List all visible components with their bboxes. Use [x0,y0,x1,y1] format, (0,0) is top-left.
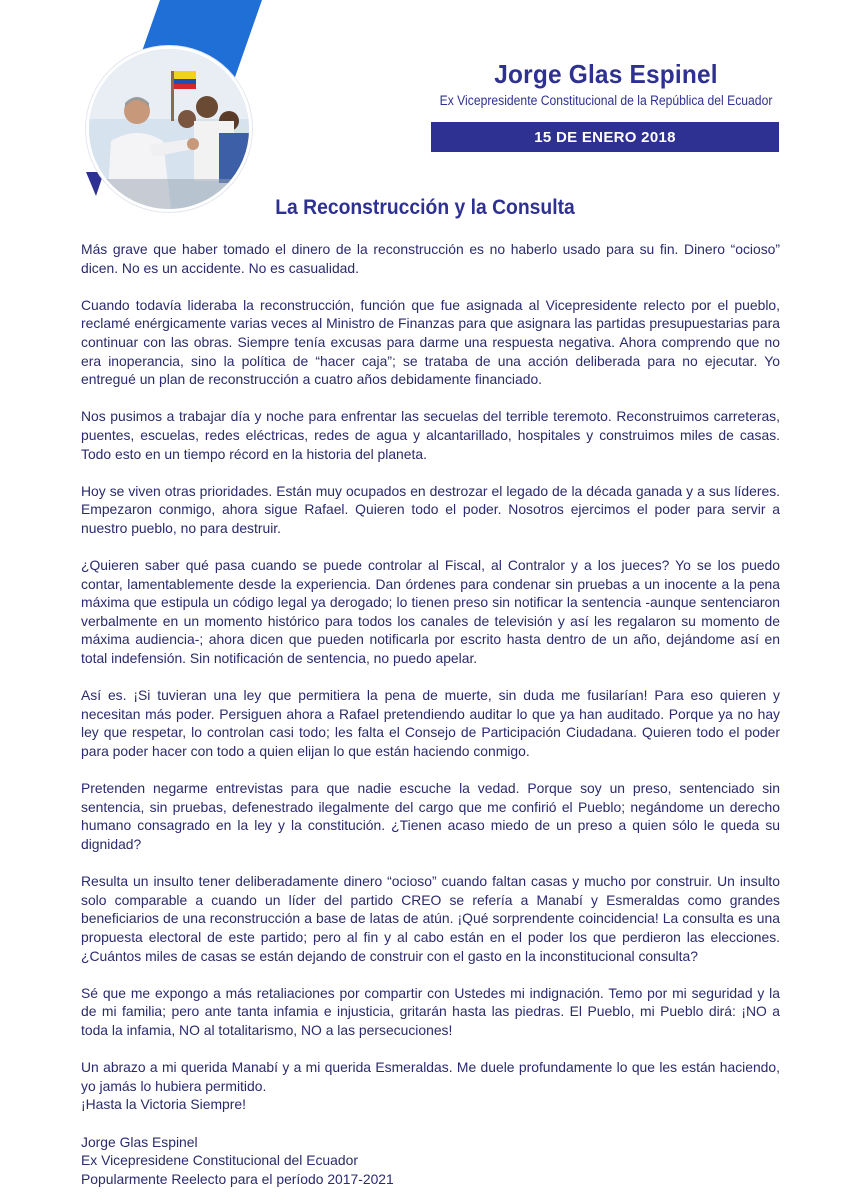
article-title: La Reconstrucción y la Consulta [275,196,575,219]
paragraph: Nos pusimos a trabajar día y noche para enfrentar las secuelas del terrible teremoto. Reconstruimos carreteras, puentes, escuelas, redes eléctricas, redes de agua y alcantarillado, hospitales y construimos miles de casas. Todo esto en un tiempo récord en la historia del planeta. [81,408,780,462]
paragraph: Más grave que haber tomado el dinero de la reconstrucción es no haberlo usado para su fin. Dinero “ocioso” dicen. No es un accidente. No es casualidad. [81,241,780,276]
article-body [81,240,780,1188]
letter-header [420,58,792,110]
paragraph: Cuando todavía lideraba la reconstrucción, función que fue asignada al Vicepresidente relecto por el pueblo, reclamé enérgicamente varias veces al Ministro de Finanzas para que asignara las partidas presupuestarias para continuar con las obras. Siempre tenía excusas para darme una respuesta negativa. Ahora comprendo que no era inoperancia, sino la política de “hacer caja”; se trataba de una acción deliberada para no ejecutar. Yo entregué un plan de reconstrucción a cuatro años debidamente financiado. [81,296,780,388]
author-photo [86,46,252,212]
signature-name: Jorge Glas Espinel [81,1133,198,1150]
signature-block [81,1133,780,1189]
author-name: Jorge Glas Espinel [494,59,718,89]
author-title: Ex Vicepresidente Constitucional de la República del Ecuador [439,93,773,108]
paragraph: ¿Quieren saber qué pasa cuando se puede controlar al Fiscal, al Contralor y a los jueces? Yo se los puedo contar, lamentablemente desde la experiencia. Dan órdenes para condenar sin pruebas a un inocente a la pena máxima que estipula un código legal ya derogado; lo tienen preso sin notificar la sentencia -aunque sentenciaron verbalmente en un momento histórico para todos los canales de televisión y así les regalaron su momento de máxima audiencia-; ahora dicen que pueden notificarla por escrito hasta dentro de un año, dejándome así en total indefensión. Sin notificación de sentencia, no puedo apelar. [81,557,780,667]
paragraph: Sé que me expongo a más retaliaciones por compartir con Ustedes mi indignación. Temo por mi seguridad y la de mi familia; pero ante tanta infamia e injusticia, gritarán hasta las piedras. El Pueblo, mi Pueblo dirá: ¡NO a toda la infamia, NO al totalitarismo, NO a las persecuciones! [81,984,780,1038]
closing-slogan: ¡Hasta la Victoria Siempre! [81,1096,246,1113]
closing-paragraph: Un abrazo a mi querida Manabí y a mi querida Esmeraldas. Me duele profundamente lo que les están haciendo, yo jamás lo hubiera permitido. [81,1059,780,1094]
paragraph: Pretenden negarme entrevistas para que nadie escuche la vedad. Porque soy un preso, sentenciado sin sentencia, sin pruebas, defenestrado ilegalmente del cargo que me confirió el Pueblo; negándome un derecho humano consagrado en la ley y la constitución. ¿Tienen acaso miedo de un preso a quien sólo le queda su dignidad? [81,780,780,852]
date-banner: 15 DE ENERO 2018 [431,122,779,152]
signature-note: Popularmente Reelecto para el período 2017-2021 [81,1170,394,1187]
paragraph: Hoy se viven otras prioridades. Están muy ocupados en destrozar el legado de la década ganada y a sus líderes. Empezaron conmigo, ahora sigue Rafael. Quieren todo el poder. Nosotros ejercimos el poder para servir a nuestro pueblo, no para destruir. [81,482,780,536]
paragraph: Así es. ¡Si tuvieran una ley que permitiera la pena de muerte, sin duda me fusilarían! Para eso quieren y necesitan más poder. Persiguen ahora a Rafael pretendiendo auditar lo que ya han auditado. Porque ya no hay ley que respetar, lo controlan casi todo; les falta el Consejo de Participación Ciudadana. Quieren todo el poder para poder hacer con todo a quien elijan lo que están haciendo conmigo. [81,687,780,760]
paragraph: Resulta un insulto tener deliberadamente dinero “ocioso” cuando faltan casas y mucho por construir. Un insulto solo comparable a cuando un líder del partido CREO se refería a Manabí y Esmeraldas como grandes beneficiarios de una reconstrucción a base de latas de atún. ¡Qué sorprendente coincidencia! La consulta es una propuesta electoral de este partido; pero al fin y al cabo están en el poder los que perdieron las elecciones. ¿Cuántos miles de casas se están dejando de construir con el gasto en la inconstitucional consulta? [81,873,780,964]
signature-role: Ex Vicepresidene Constitucional del Ecuador [81,1152,358,1169]
